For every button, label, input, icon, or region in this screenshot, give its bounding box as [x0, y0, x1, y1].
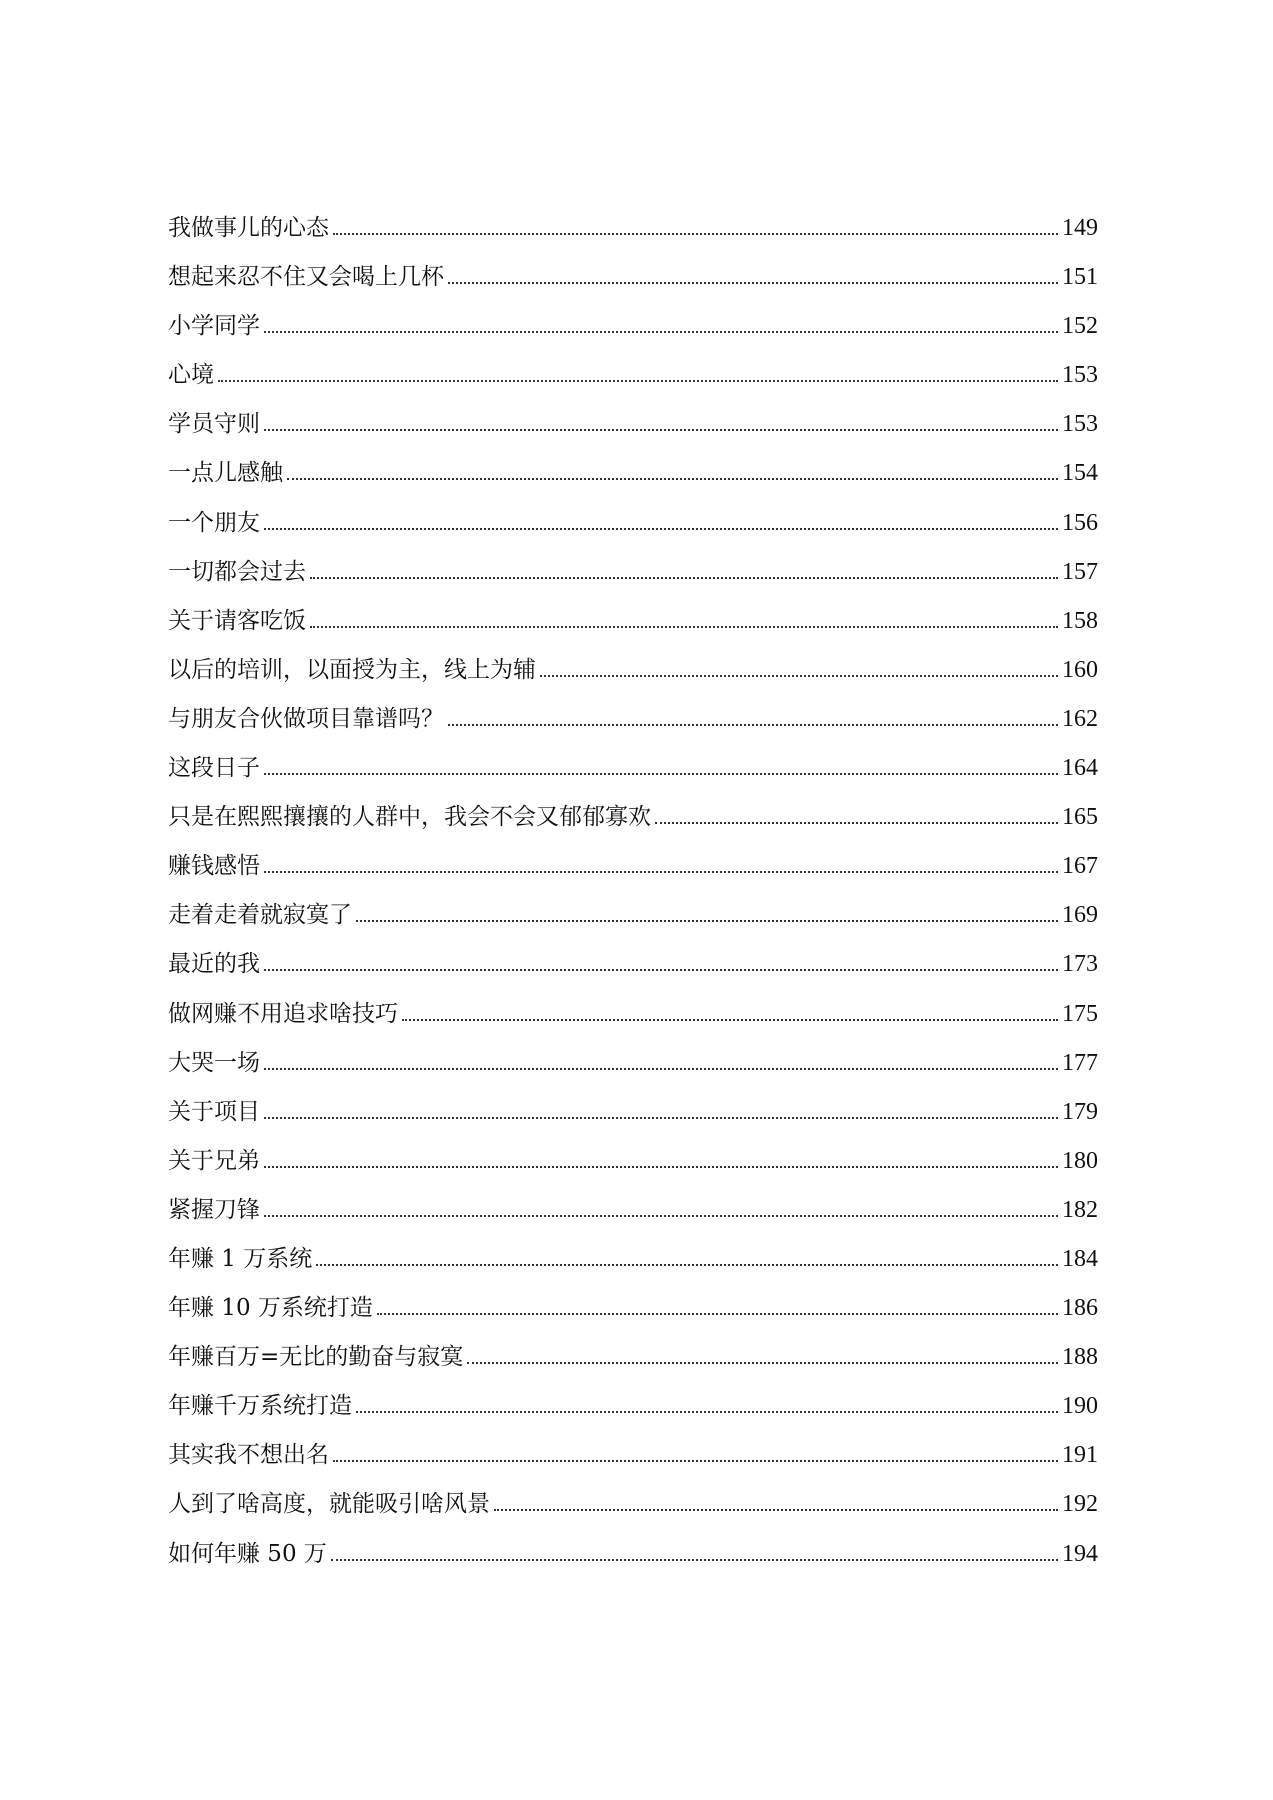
- toc-dot-leader: [448, 282, 1058, 284]
- toc-entry-title: 如何年赚 50 万: [168, 1540, 327, 1567]
- toc-dot-leader: [331, 1559, 1058, 1561]
- toc-dot-leader: [310, 626, 1058, 628]
- toc-dot-leader: [655, 822, 1058, 824]
- toc-page-number: 192: [1062, 1491, 1098, 1518]
- toc-dot-leader: [264, 1166, 1058, 1168]
- toc-page-number: 175: [1062, 1000, 1098, 1027]
- toc-dot-leader: [316, 1264, 1058, 1266]
- toc-dot-leader: [264, 528, 1058, 530]
- toc-dot-leader: [333, 1460, 1058, 1462]
- toc-entry[interactable]: [168, 695, 1098, 744]
- toc-dot-leader: [356, 920, 1058, 922]
- toc-entry-title: 想起来忍不住又会喝上几杯: [168, 264, 444, 291]
- toc-dot-leader: [264, 871, 1058, 873]
- toc-page-number: 160: [1062, 656, 1098, 683]
- toc-entry-title: 赚钱感悟: [168, 853, 260, 880]
- toc-entry[interactable]: [168, 1235, 1098, 1284]
- toc-entry[interactable]: [168, 990, 1098, 1039]
- toc-entry-title: 人到了啥高度，就能吸引啥风景: [168, 1491, 490, 1518]
- toc-entry[interactable]: [168, 499, 1098, 548]
- toc-entry-title: 以后的培训，以面授为主，线上为辅: [168, 656, 536, 683]
- toc-dot-leader: [218, 380, 1058, 382]
- toc-entry[interactable]: [168, 646, 1098, 695]
- toc-page-number: 162: [1062, 705, 1098, 732]
- toc-dot-leader: [287, 478, 1058, 480]
- toc-page-number: 173: [1062, 951, 1098, 978]
- toc-dot-leader: [264, 1068, 1058, 1070]
- toc-entry[interactable]: [168, 597, 1098, 646]
- toc-entry[interactable]: [168, 1137, 1098, 1186]
- toc-entry[interactable]: [168, 1530, 1098, 1579]
- toc-entry-title: 关于兄弟: [168, 1147, 260, 1174]
- toc-page-number: 164: [1062, 755, 1098, 782]
- toc-page-number: 188: [1062, 1344, 1098, 1371]
- toc-page-number: 184: [1062, 1245, 1098, 1272]
- toc-entry[interactable]: [168, 744, 1098, 793]
- toc-page-number: 182: [1062, 1196, 1098, 1223]
- toc-entry[interactable]: [168, 793, 1098, 842]
- toc-entry-title: 走着走着就寂寞了: [168, 902, 352, 929]
- toc-entry-title: 小学同学: [168, 313, 260, 340]
- toc-entry-title: 这段日子: [168, 755, 260, 782]
- toc-page-number: 169: [1062, 902, 1098, 929]
- toc-page-number: 190: [1062, 1393, 1098, 1420]
- table-of-contents: [168, 204, 1098, 1579]
- toc-entry-title: 最近的我: [168, 951, 260, 978]
- toc-entry[interactable]: [168, 253, 1098, 302]
- toc-entry-title: 年赚百万=无比的勤奋与寂寞: [168, 1344, 464, 1371]
- toc-page-number: 179: [1062, 1098, 1098, 1125]
- toc-entry[interactable]: [168, 1382, 1098, 1431]
- toc-entry[interactable]: [168, 204, 1098, 253]
- toc-page-number: 157: [1062, 558, 1098, 585]
- toc-dot-leader: [356, 1411, 1058, 1413]
- toc-page-number: 177: [1062, 1049, 1098, 1076]
- toc-page-number: 154: [1062, 460, 1098, 487]
- toc-entry-title: 学员守则: [168, 411, 260, 438]
- toc-page-number: 156: [1062, 509, 1098, 536]
- toc-entry-title: 心境: [168, 362, 214, 389]
- toc-entry[interactable]: [168, 1284, 1098, 1333]
- toc-entry-title: 年赚 1 万系统: [168, 1245, 313, 1272]
- toc-entry[interactable]: [168, 548, 1098, 597]
- toc-page-number: 180: [1062, 1147, 1098, 1174]
- toc-entry-title: 我做事儿的心态: [168, 215, 329, 241]
- toc-dot-leader: [264, 969, 1058, 971]
- toc-entry[interactable]: [168, 302, 1098, 351]
- toc-page-number: 151: [1062, 264, 1098, 291]
- toc-entry-title: 一切都会过去: [168, 558, 306, 585]
- toc-dot-leader: [264, 1117, 1058, 1119]
- toc-entry-title: 关于请客吃饭: [168, 607, 306, 634]
- toc-entry-title: 做网赚不用追求啥技巧: [168, 1000, 398, 1027]
- toc-entry[interactable]: [168, 1088, 1098, 1137]
- toc-entry-title: 关于项目: [168, 1098, 260, 1125]
- toc-entry-title: 年赚千万系统打造: [168, 1393, 352, 1420]
- toc-entry-title: 一个朋友: [168, 509, 260, 536]
- toc-dot-leader: [333, 233, 1058, 235]
- toc-entry-title: 紧握刀锋: [168, 1196, 260, 1223]
- toc-page-number: 186: [1062, 1295, 1098, 1322]
- toc-dot-leader: [310, 577, 1058, 579]
- toc-entry[interactable]: [168, 1186, 1098, 1235]
- toc-entry-title: 只是在熙熙攘攘的人群中，我会不会又郁郁寡欢: [168, 804, 651, 831]
- toc-dot-leader: [448, 724, 1058, 726]
- toc-page-number: 153: [1062, 411, 1098, 438]
- toc-entry[interactable]: [168, 449, 1098, 498]
- toc-dot-leader: [494, 1509, 1058, 1511]
- toc-page-number: 153: [1062, 362, 1098, 389]
- toc-entry-title: 年赚 10 万系统打造: [168, 1295, 373, 1322]
- toc-dot-leader: [264, 773, 1058, 775]
- toc-entry-title: 大哭一场: [168, 1049, 260, 1076]
- toc-page-number: 152: [1062, 313, 1098, 340]
- toc-dot-leader: [264, 1215, 1058, 1217]
- toc-entry[interactable]: [168, 1039, 1098, 1088]
- toc-page-number: 191: [1062, 1442, 1098, 1469]
- toc-entry[interactable]: [168, 940, 1098, 989]
- toc-page-number: 167: [1062, 853, 1098, 880]
- toc-entry[interactable]: [168, 1480, 1098, 1529]
- toc-page-number: 165: [1062, 804, 1098, 831]
- toc-dot-leader: [264, 429, 1058, 431]
- toc-entry[interactable]: [168, 891, 1098, 940]
- toc-page-number: 158: [1062, 607, 1098, 634]
- toc-entry-title: 一点儿感触: [168, 460, 283, 487]
- toc-dot-leader: [540, 675, 1058, 677]
- toc-page-number: 149: [1062, 215, 1098, 241]
- toc-dot-leader: [264, 331, 1058, 333]
- toc-entry[interactable]: [168, 351, 1098, 400]
- toc-dot-leader: [467, 1362, 1058, 1364]
- toc-entry[interactable]: [168, 842, 1098, 891]
- toc-entry-title: 与朋友合伙做项目靠谱吗？: [168, 705, 444, 732]
- toc-entry-title: 其实我不想出名: [168, 1442, 329, 1469]
- toc-entry[interactable]: [168, 1431, 1098, 1480]
- toc-page-number: 194: [1062, 1540, 1098, 1567]
- toc-entry[interactable]: [168, 1333, 1098, 1382]
- toc-entry[interactable]: [168, 400, 1098, 449]
- toc-dot-leader: [377, 1313, 1058, 1315]
- toc-dot-leader: [402, 1019, 1058, 1021]
